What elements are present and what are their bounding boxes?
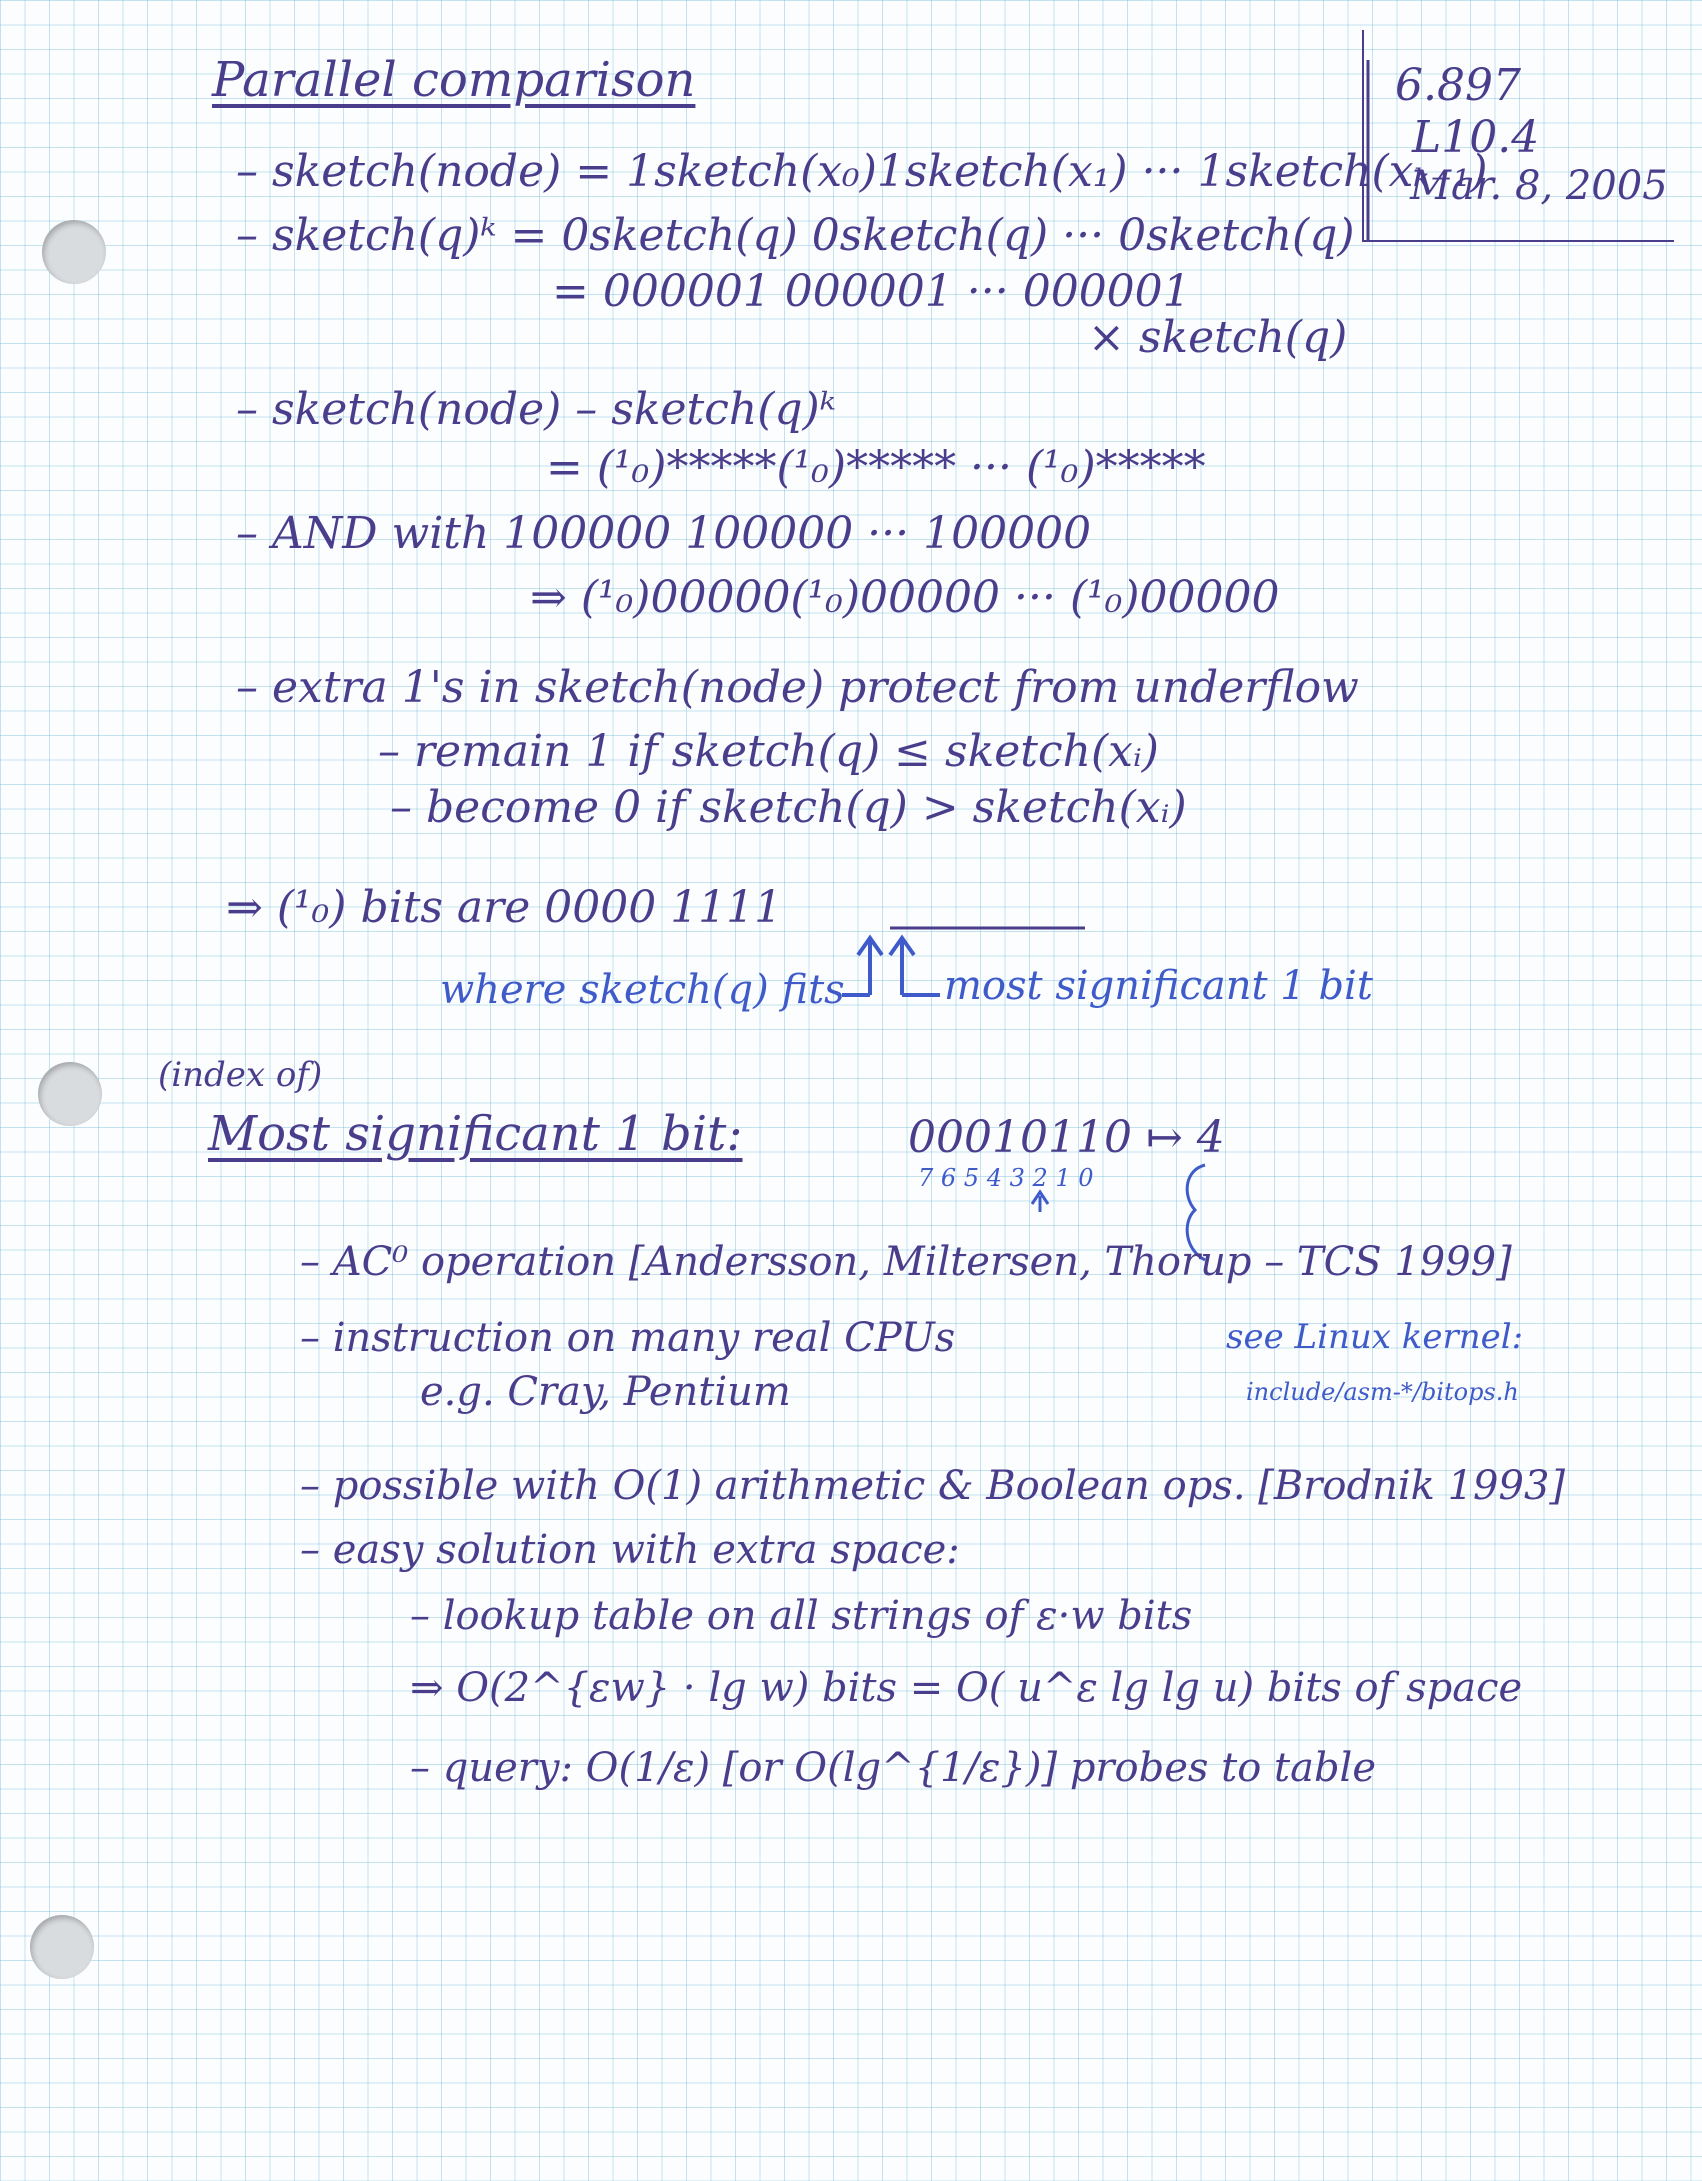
line-space-bound: ⇒ O(2^{εw} · lg w) bits = O( u^ε lg lg u) bits of space (410, 1665, 1523, 1711)
course-number: 6.897 (1395, 60, 1521, 111)
line-extra-ones: – extra 1's in sketch(node) protect from underflow (236, 662, 1359, 713)
annotation-msb: most significant 1 bit (944, 963, 1373, 1009)
annotation-sketch-fits: where sketch(q) fits (440, 967, 845, 1013)
line-ac0: – AC⁰ operation [Andersson, Miltersen, Thorup – TCS 1999] (300, 1239, 1512, 1285)
line-and-mask: – AND with 100000 100000 ··· 100000 (236, 508, 1092, 559)
index-of-prefix: (index of) (158, 1055, 323, 1095)
line-remain-one: – remain 1 if sketch(q) ≤ sketch(xᵢ) (378, 726, 1159, 777)
section-title-parallel-comparison: Parallel comparison (212, 52, 696, 108)
side-note-bitops-path: include/asm-*/bitops.h (1246, 1378, 1519, 1406)
msb-example: 00010110 ↦ 4 (908, 1112, 1225, 1163)
msb-index-arrow (1032, 1192, 1048, 1212)
line-lookup-table: – lookup table on all strings of ε·w bits (410, 1593, 1193, 1639)
line-subtraction-result: = (¹₀)*****(¹₀)***** ··· (¹₀)***** (546, 442, 1206, 493)
line-cpu-examples: e.g. Cray, Pentium (420, 1369, 791, 1415)
line-subtraction: – sketch(node) – sketch(q)ᵏ (236, 384, 836, 435)
line-query: – query: O(1/ε) [or O(lg^{1/ε})] probes to table (410, 1745, 1377, 1791)
line-possible-o1: – possible with O(1) arithmetic & Boolean ops. [Brodnik 1993] (300, 1463, 1565, 1509)
line-become-zero: – become 0 if sketch(q) > sketch(xᵢ) (390, 782, 1187, 833)
line-sketch-node: – sketch(node) = 1sketch(x₀)1sketch(x₁) ··· 1sketch(xₖ₋₁) (236, 146, 1488, 197)
line-and-result: ⇒ (¹₀)00000(¹₀)00000 ··· (¹₀)00000 (530, 572, 1280, 623)
lecture-date: Mar. 8, 2005 (1410, 163, 1668, 209)
line-bits-result: ⇒ (¹₀) bits are 0000 1111 (226, 882, 783, 933)
line-instruction: – instruction on many real CPUs (300, 1315, 956, 1361)
line-sketch-q-k: – sketch(q)ᵏ = 0sketch(q) 0sketch(q) ··· 0sketch(q) (236, 210, 1355, 261)
section-title-msb: Most significant 1 bit: (208, 1106, 743, 1162)
line-bits-pattern: = 000001 000001 ··· 000001 (552, 266, 1191, 317)
line-times-sketch: × sketch(q) (1088, 312, 1348, 363)
line-easy-solution: – easy solution with extra space: (300, 1527, 960, 1573)
bit-index-labels: 7 6 5 4 3 2 1 0 (918, 1164, 1094, 1192)
side-note-linux: see Linux kernel: (1226, 1317, 1524, 1357)
lecture-number: L10.4 (1412, 112, 1540, 163)
